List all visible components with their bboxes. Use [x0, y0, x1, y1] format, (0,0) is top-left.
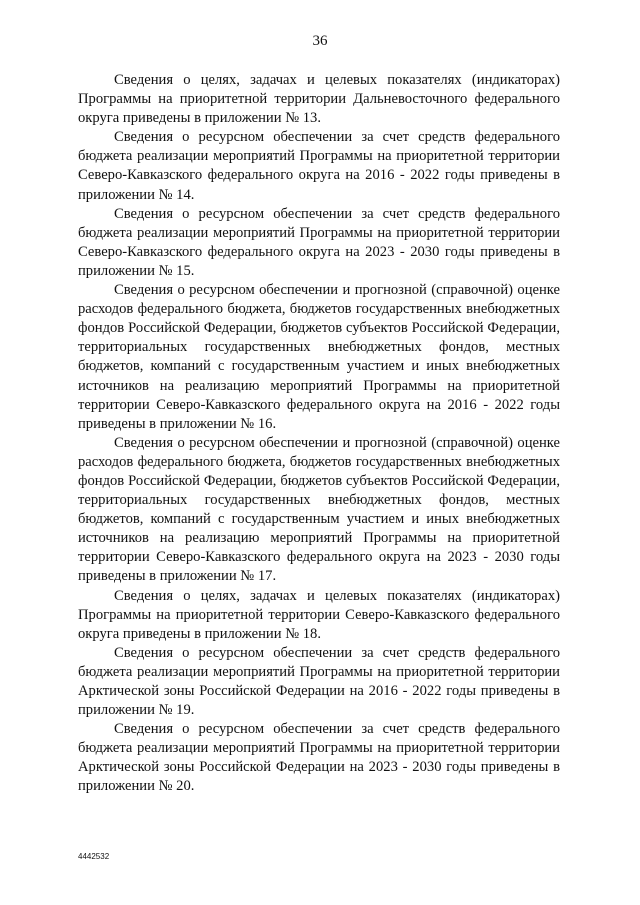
paragraph-appendix-15: Сведения о ресурсном обеспечении за счет средств федерального бюджета реализации мероприятий Программы на приоритетной территории Северо-Кавказского федерального округа на 2023 - 2030 годы приведены в приложении № 15.	[78, 205, 560, 279]
page-number: 36	[312, 33, 328, 49]
document-code: 4442532	[78, 852, 110, 861]
paragraph-appendix-14: Сведения о ресурсном обеспечении за счет средств федерального бюджета реализации мероприятий Программы на приоритетной территории Северо-Кавказского федерального округа на 2016 - 2022 годы приведены в приложении № 14.	[78, 129, 560, 203]
paragraph-appendix-17: Сведения о ресурсном обеспечении и прогнозной (справочной) оценке расходов федерального бюджета, бюджетов государственных внебюджетных фондов Российской Федерации, бюджетов субъектов Российской Федерации, территориальных государственных внебюджетных фондов, местных бюджетов, компаний с государственным участием и иных внебюджетных источников на реализацию мероприятий Программы на приоритетной территории Северо-Кавказского федерального округа на 2023 - 2030 годы приведены в приложении № 17.	[78, 434, 560, 585]
document-body	[78, 71, 560, 797]
paragraph-appendix-19: Сведения о ресурсном обеспечении за счет средств федерального бюджета реализации мероприятий Программы на приоритетной территории Арктической зоны Российской Федерации на 2016 - 2022 годы приведены в приложении № 19.	[78, 644, 560, 719]
paragraph-appendix-16: Сведения о ресурсном обеспечении и прогнозной (справочной) оценке расходов федерального бюджета, бюджетов государственных внебюджетных фондов Российской Федерации, бюджетов субъектов Российской Федерации, территориальных государственных внебюджетных фондов, местных бюджетов, компаний с государственным участием и иных внебюджетных источников на реализацию мероприятий Программы на приоритетной территории Северо-Кавказского федерального округа на 2016 - 2022 годы приведены в приложении № 16.	[78, 282, 560, 432]
paragraph-appendix-13: Сведения о целях, задачах и целевых показателях (индикаторах) Программы на приоритетной территории Дальневосточного федерального округа приведены в приложении № 13.	[78, 72, 560, 127]
paragraph-appendix-18: Сведения о целях, задачах и целевых показателях (индикаторах) Программы на приоритетной территории Северо-Кавказского федерального округа приведены в приложении № 18.	[78, 587, 560, 642]
paragraph-appendix-20: Сведения о ресурсном обеспечении за счет средств федерального бюджета реализации мероприятий Программы на приоритетной территории Арктической зоны Российской Федерации на 2023 - 2030 годы приведены в приложении № 20.	[78, 721, 560, 795]
